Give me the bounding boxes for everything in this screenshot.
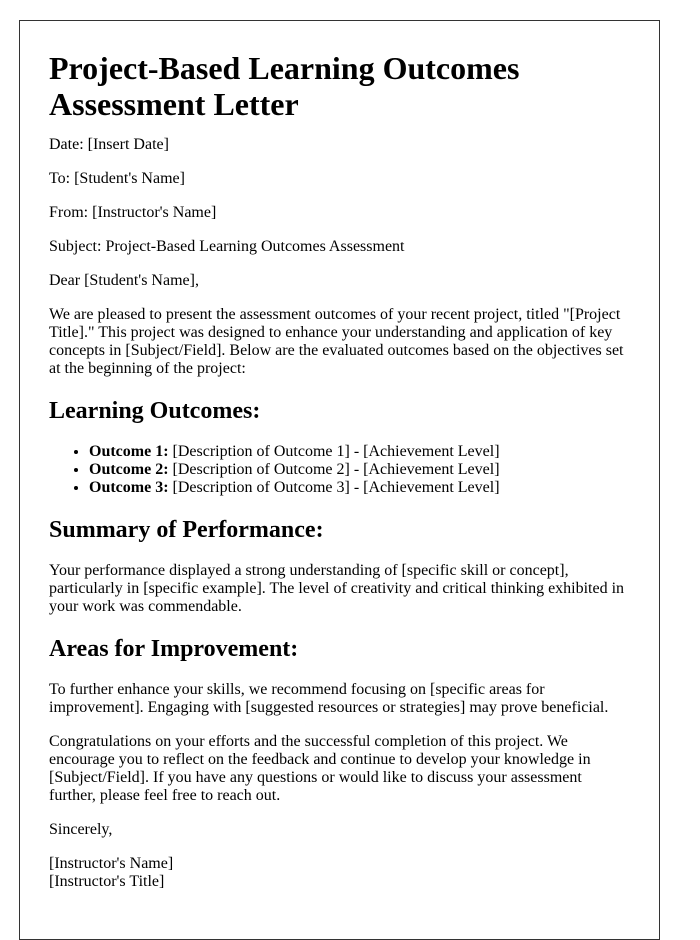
outcomes-list xyxy=(49,443,630,497)
signoff: Sincerely, xyxy=(49,821,113,838)
improvement-heading: Areas for Improvement: xyxy=(49,636,299,662)
subject-line: Subject: Project-Based Learning Outcomes Assessment xyxy=(49,238,405,255)
outcome-item xyxy=(89,443,630,461)
improvement-paragraph: To further enhance your skills, we recommend focusing on [specific areas for improvement]. Engaging with [suggested resources or strategies] may prove beneficial. xyxy=(49,681,609,716)
from-line: From: [Instructor's Name] xyxy=(49,204,217,221)
outcome-item xyxy=(89,479,630,497)
to-line: To: [Student's Name] xyxy=(49,170,185,187)
outcome-text: [Description of Outcome 2] - [Achievement Level] xyxy=(168,461,500,478)
summary-paragraph: Your performance displayed a strong understanding of [specific skill or concept], particularly in [specific example]. The level of creativity and critical thinking exhibited in your work was commendable. xyxy=(49,562,625,615)
closing-paragraph: Congratulations on your efforts and the successful completion of this project. We encourage you to reflect on the feedback and continue to develop your knowledge in [Subject/Field]. If you have any questions or would like to discuss your assessment further, please feel free to reach out. xyxy=(49,733,591,804)
summary-heading: Summary of Performance: xyxy=(49,517,324,543)
learning-outcomes-heading: Learning Outcomes: xyxy=(49,398,261,424)
salutation: Dear [Student's Name], xyxy=(49,272,199,289)
outcome-text: [Description of Outcome 1] - [Achievement Level] xyxy=(168,443,500,460)
signature-block xyxy=(49,855,630,891)
outcome-text: [Description of Outcome 3] - [Achievement Level] xyxy=(168,479,500,496)
intro-paragraph: We are pleased to present the assessment outcomes of your recent project, titled "[Project Title]." This project was designed to enhance your understanding and application of key concepts in [Subject/Field]. Below are the evaluated outcomes based on the objectives set at the beginning of the project: xyxy=(49,306,624,377)
date-line: Date: [Insert Date] xyxy=(49,136,169,153)
outcome-label: Outcome 2: xyxy=(89,461,169,478)
letter-page xyxy=(19,20,660,940)
outcome-label: Outcome 3: xyxy=(89,479,169,496)
outcome-item xyxy=(89,461,630,479)
outcome-label: Outcome 1: xyxy=(89,443,169,460)
signature-name: [Instructor's Name] xyxy=(49,855,174,872)
letter-title: Project-Based Learning Outcomes Assessment Letter xyxy=(49,50,520,122)
signature-title: [Instructor's Title] xyxy=(49,873,165,890)
